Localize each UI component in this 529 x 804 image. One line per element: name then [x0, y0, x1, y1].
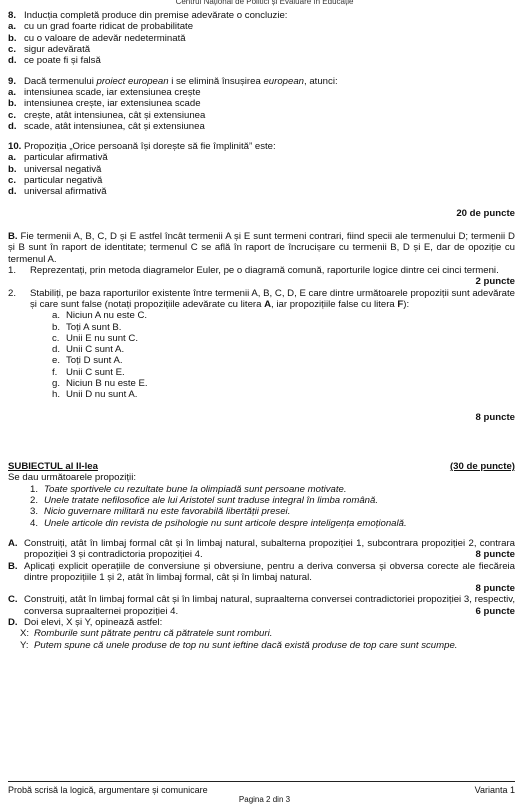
- page-content: [8, 10, 515, 651]
- page-number: Pagina 2 din 3: [238, 795, 291, 804]
- list-item: h. Unii D nu sunt A.: [52, 389, 138, 401]
- points-part-a: 20 de puncte: [456, 207, 515, 219]
- opinions: [8, 628, 515, 651]
- list-item: e. Toți D sunt A.: [52, 355, 123, 367]
- header-cut: Centrul Național de Politici și Evaluare în Educație: [175, 0, 354, 6]
- list-item: b. Toți A sunt B.: [52, 321, 122, 333]
- list-item: c. Unii E nu sunt C.: [52, 332, 138, 344]
- question-text: Dacă termenului proiect european i se elimină însușirea european, atunci:: [24, 75, 338, 87]
- option: a. cu un grad foarte ridicat de probabilitate: [8, 21, 194, 33]
- points-badge: 8 puncte: [475, 549, 515, 561]
- footer-variant: Varianta 1: [474, 785, 515, 795]
- list-item: a. Niciun A nu este C.: [52, 310, 148, 322]
- question-8: [8, 10, 515, 67]
- part-b-item-2: 2. Stabiliți, pe baza raporturilor existente între termenii A, B, C, D, E care dintre următoarele propoziții sunt adevărate și care sunt false (notați propozițiile adevărate cu litera A, iar propozițiile false cu litera F):: [8, 287, 515, 310]
- option: c. sigur adevărată: [8, 43, 91, 55]
- option: b. intensiunea crește, iar extensiunea scade: [8, 98, 201, 110]
- question-text: Inducția completă produce din premise adevărate o concluzie:: [24, 10, 288, 21]
- option: d. ce poate fi și falsă: [8, 55, 101, 67]
- list-item: 4. Unele articole din revista de psihologie nu sunt articole despre inteligența emoțională.: [29, 517, 407, 529]
- option: c. particular negativă: [8, 175, 103, 187]
- list-item: d. Unii C sunt A.: [52, 344, 125, 356]
- task-b: B. Aplicați explicit operațiile de conversiune și obversiune, pentru a deriva conversa și obversa corecte ale fiecăreia dintre propozițiile 1 și 2, atât în limbaj formal, cât și în limbaj natural. 8 puncte: [8, 560, 515, 595]
- part-b-intro: B. Fie termenii A, B, C, D și E astfel încât termenii A și E sunt termeni contrari, fiind specii ale termenului D; termenii D și B sunt în raport de identitate; termenul C se află în raport de încrucișare cu termenii B, D și E, dar de opoziție cu termenul A.: [8, 231, 515, 265]
- points-badge: 2 puncte: [475, 276, 515, 288]
- question-number: 10.: [8, 141, 22, 153]
- option: d. universal afirmativă: [8, 186, 107, 198]
- question-number: 8.: [8, 10, 17, 21]
- points-part-b: 8 puncte: [475, 411, 515, 423]
- list-item: g. Niciun B nu este E.: [52, 378, 148, 390]
- given-text: Se dau următoarele propoziții:: [8, 472, 136, 484]
- option: c. crește, atât intensiunea, cât și extensiunea: [8, 109, 206, 121]
- question-number: 9.: [8, 75, 17, 87]
- option: b. universal negativă: [8, 163, 102, 175]
- option: a. intensiunea scade, iar extensiunea crește: [8, 86, 201, 98]
- opinion-y: Y: Putem spune că unele produse de top nu sunt ieftine dacă există produse de top care sunt scumpe.: [20, 639, 458, 651]
- task-a: A. Construiți, atât în limbaj formal cât și în limbaj natural, subalterna propoziției 1, subcontrara propoziției 2, contrara propoziției 3 și contradictoria propoziției 4. 8 puncte: [8, 537, 515, 561]
- list-item: 1. Toate sportivele cu rezultate bune la olimpiadă sunt persoane motivate.: [29, 483, 347, 495]
- question-9: [8, 76, 515, 133]
- option: d. scade, atât intensiunea, cât și extensiunea: [8, 120, 205, 132]
- points-badge: 8 puncte: [475, 583, 515, 595]
- task-c: C. Construiți, atât în limbaj formal cât și în limbaj natural, supraalterna conversei contradictoriei propoziției 3, respectiv, conversa supraalternei propoziției 4. 6 puncte: [8, 594, 515, 617]
- section-heading: SUBIECTUL al II-lea (30 de puncte): [8, 461, 515, 472]
- propositions-list: [8, 484, 515, 529]
- option: a. particular afirmativă: [8, 152, 108, 164]
- option: b. cu o valoare de adevăr nedeterminată: [8, 32, 186, 44]
- part-b-subitems: [8, 310, 515, 401]
- list-item: 2. Unele tratate nefilosofice ale lui Aristotel sunt traduse integral în limba română.: [29, 494, 379, 506]
- footer-subject: Probă scrisă la logică, argumentare și comunicare: [8, 785, 208, 795]
- list-item: 3. Nicio guvernare militară nu este favorabilă libertății presei.: [29, 506, 291, 518]
- list-item: f. Unii C sunt E.: [52, 366, 125, 378]
- part-b-item-1: 1. Reprezentați, prin metoda diagramelor Euler, pe o diagramă comună, raporturile logice dintre cei cinci termeni. 2 puncte: [8, 264, 515, 288]
- page-footer: [8, 781, 515, 796]
- opinion-x: X: Romburile sunt pătrate pentru că pătratele sunt romburi.: [20, 628, 273, 640]
- question-text: Propoziția „Orice persoană își dorește să fie împlinită” este:: [24, 141, 276, 153]
- task-d: D. Doi elevi, X și Y, opinează astfel:: [8, 617, 163, 629]
- question-10: [8, 141, 515, 198]
- points-badge: 6 puncte: [475, 605, 515, 617]
